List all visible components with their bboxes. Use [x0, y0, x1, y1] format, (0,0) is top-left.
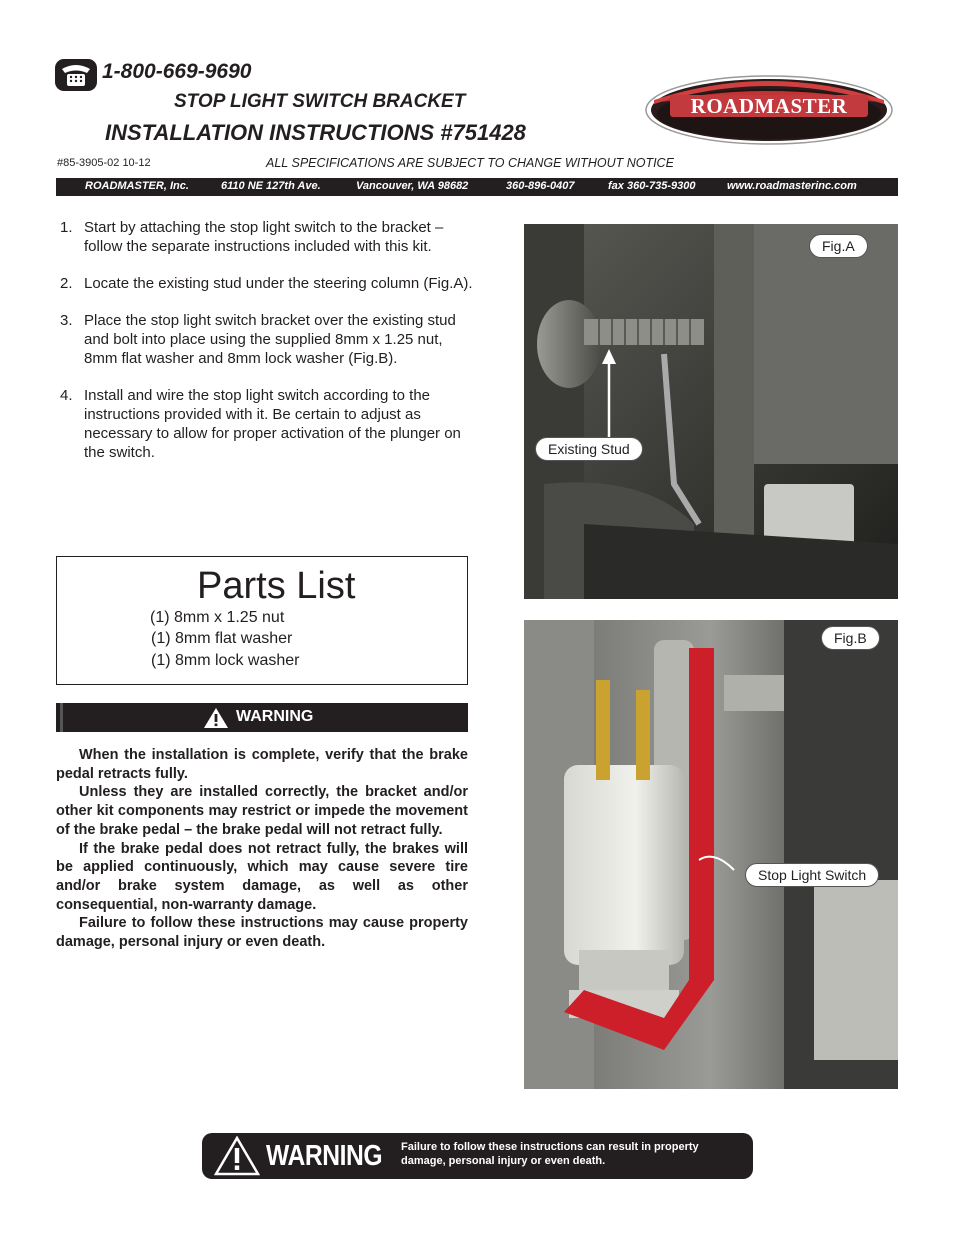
parts-list-box [56, 556, 468, 685]
step-2: 2. Locate the existing stud under the steering column (Fig.A). [60, 275, 473, 292]
company-phone: 360-896-0407 [506, 180, 575, 192]
bottom-warning-text: Failure to follow these instructions can result in property damage, personal injury or even death. [401, 1141, 699, 1167]
warning-triangle-icon [203, 707, 229, 729]
figure-a-photo [524, 224, 898, 599]
warning-paragraph: Failure to follow these instructions may cause property damage, personal injury or even death. [56, 915, 468, 951]
telephone-icon [54, 58, 98, 92]
warning-label: WARNING [236, 708, 314, 725]
step-3: 3. Place the stop light switch bracket over the existing stud and bolt into place using the supplied 8mm x 1.25 nut, 8mm flat washer and 8mm lock washer (Fig.B). [60, 312, 456, 367]
document-number: #85-3905-02 10-12 [57, 157, 151, 169]
bottom-warning-banner [202, 1133, 753, 1179]
warning-paragraph: Unless they are installed correctly, the bracket and/or other kit components may restrict or impede the movement of the brake pedal – the brake pedal will not retract fully. [56, 784, 468, 838]
step-4: 4. Install and wire the stop light switch according to the instructions provided with it. Be certain to adjust as necessary to allow for proper activation of the plunger on the switch. [60, 387, 461, 461]
warning-paragraph: When the installation is complete, verify that the brake pedal retracts fully. [56, 747, 468, 782]
parts-item: (1) 8mm flat washer [151, 630, 293, 647]
specs-notice: ALL SPECIFICATIONS ARE SUBJECT TO CHANGE WITHOUT NOTICE [266, 156, 674, 170]
warning-header [56, 703, 468, 732]
street-address: 6110 NE 127th Ave. [221, 180, 321, 192]
roadmaster-logo [644, 74, 894, 146]
parts-item: (1) 8mm lock washer [151, 652, 300, 669]
warning-triangle-icon [214, 1136, 260, 1176]
company-name: ROADMASTER, Inc. [85, 180, 189, 192]
city-address: Vancouver, WA 98682 [356, 180, 469, 192]
warning-text [56, 746, 468, 952]
address-bar [56, 178, 898, 196]
step-1: 1. Start by attaching the stop light switch to the bracket – follow the separate instructions included with this kit. [60, 219, 444, 255]
figure-b-photo [524, 620, 898, 1089]
company-website: www.roadmasterinc.com [727, 180, 857, 192]
svg-text:ROADMASTER: ROADMASTER [690, 94, 848, 118]
installation-steps [60, 218, 480, 480]
stop-light-switch-callout: Stop Light Switch [745, 863, 879, 887]
figure-a-label: Fig.A [809, 234, 868, 258]
parts-list-title: Parts List [197, 565, 356, 607]
parts-item: (1) 8mm x 1.25 nut [150, 609, 285, 626]
figure-b-label: Fig.B [821, 626, 880, 650]
document-title: INSTALLATION INSTRUCTIONS #751428 [105, 120, 526, 145]
existing-stud-callout: Existing Stud [535, 437, 643, 461]
company-fax: fax 360-735-9300 [608, 180, 696, 192]
bottom-warning-label: WARNING [266, 1140, 383, 1172]
warning-paragraph: If the brake pedal does not retract fully, the brakes will be applied continuously, which may cause severe tire and/or brake system damage, as well as other consequential, non-warranty damage. [56, 840, 468, 913]
phone-number: 1-800-669-9690 [102, 60, 252, 83]
product-subtitle: STOP LIGHT SWITCH BRACKET [174, 91, 466, 112]
